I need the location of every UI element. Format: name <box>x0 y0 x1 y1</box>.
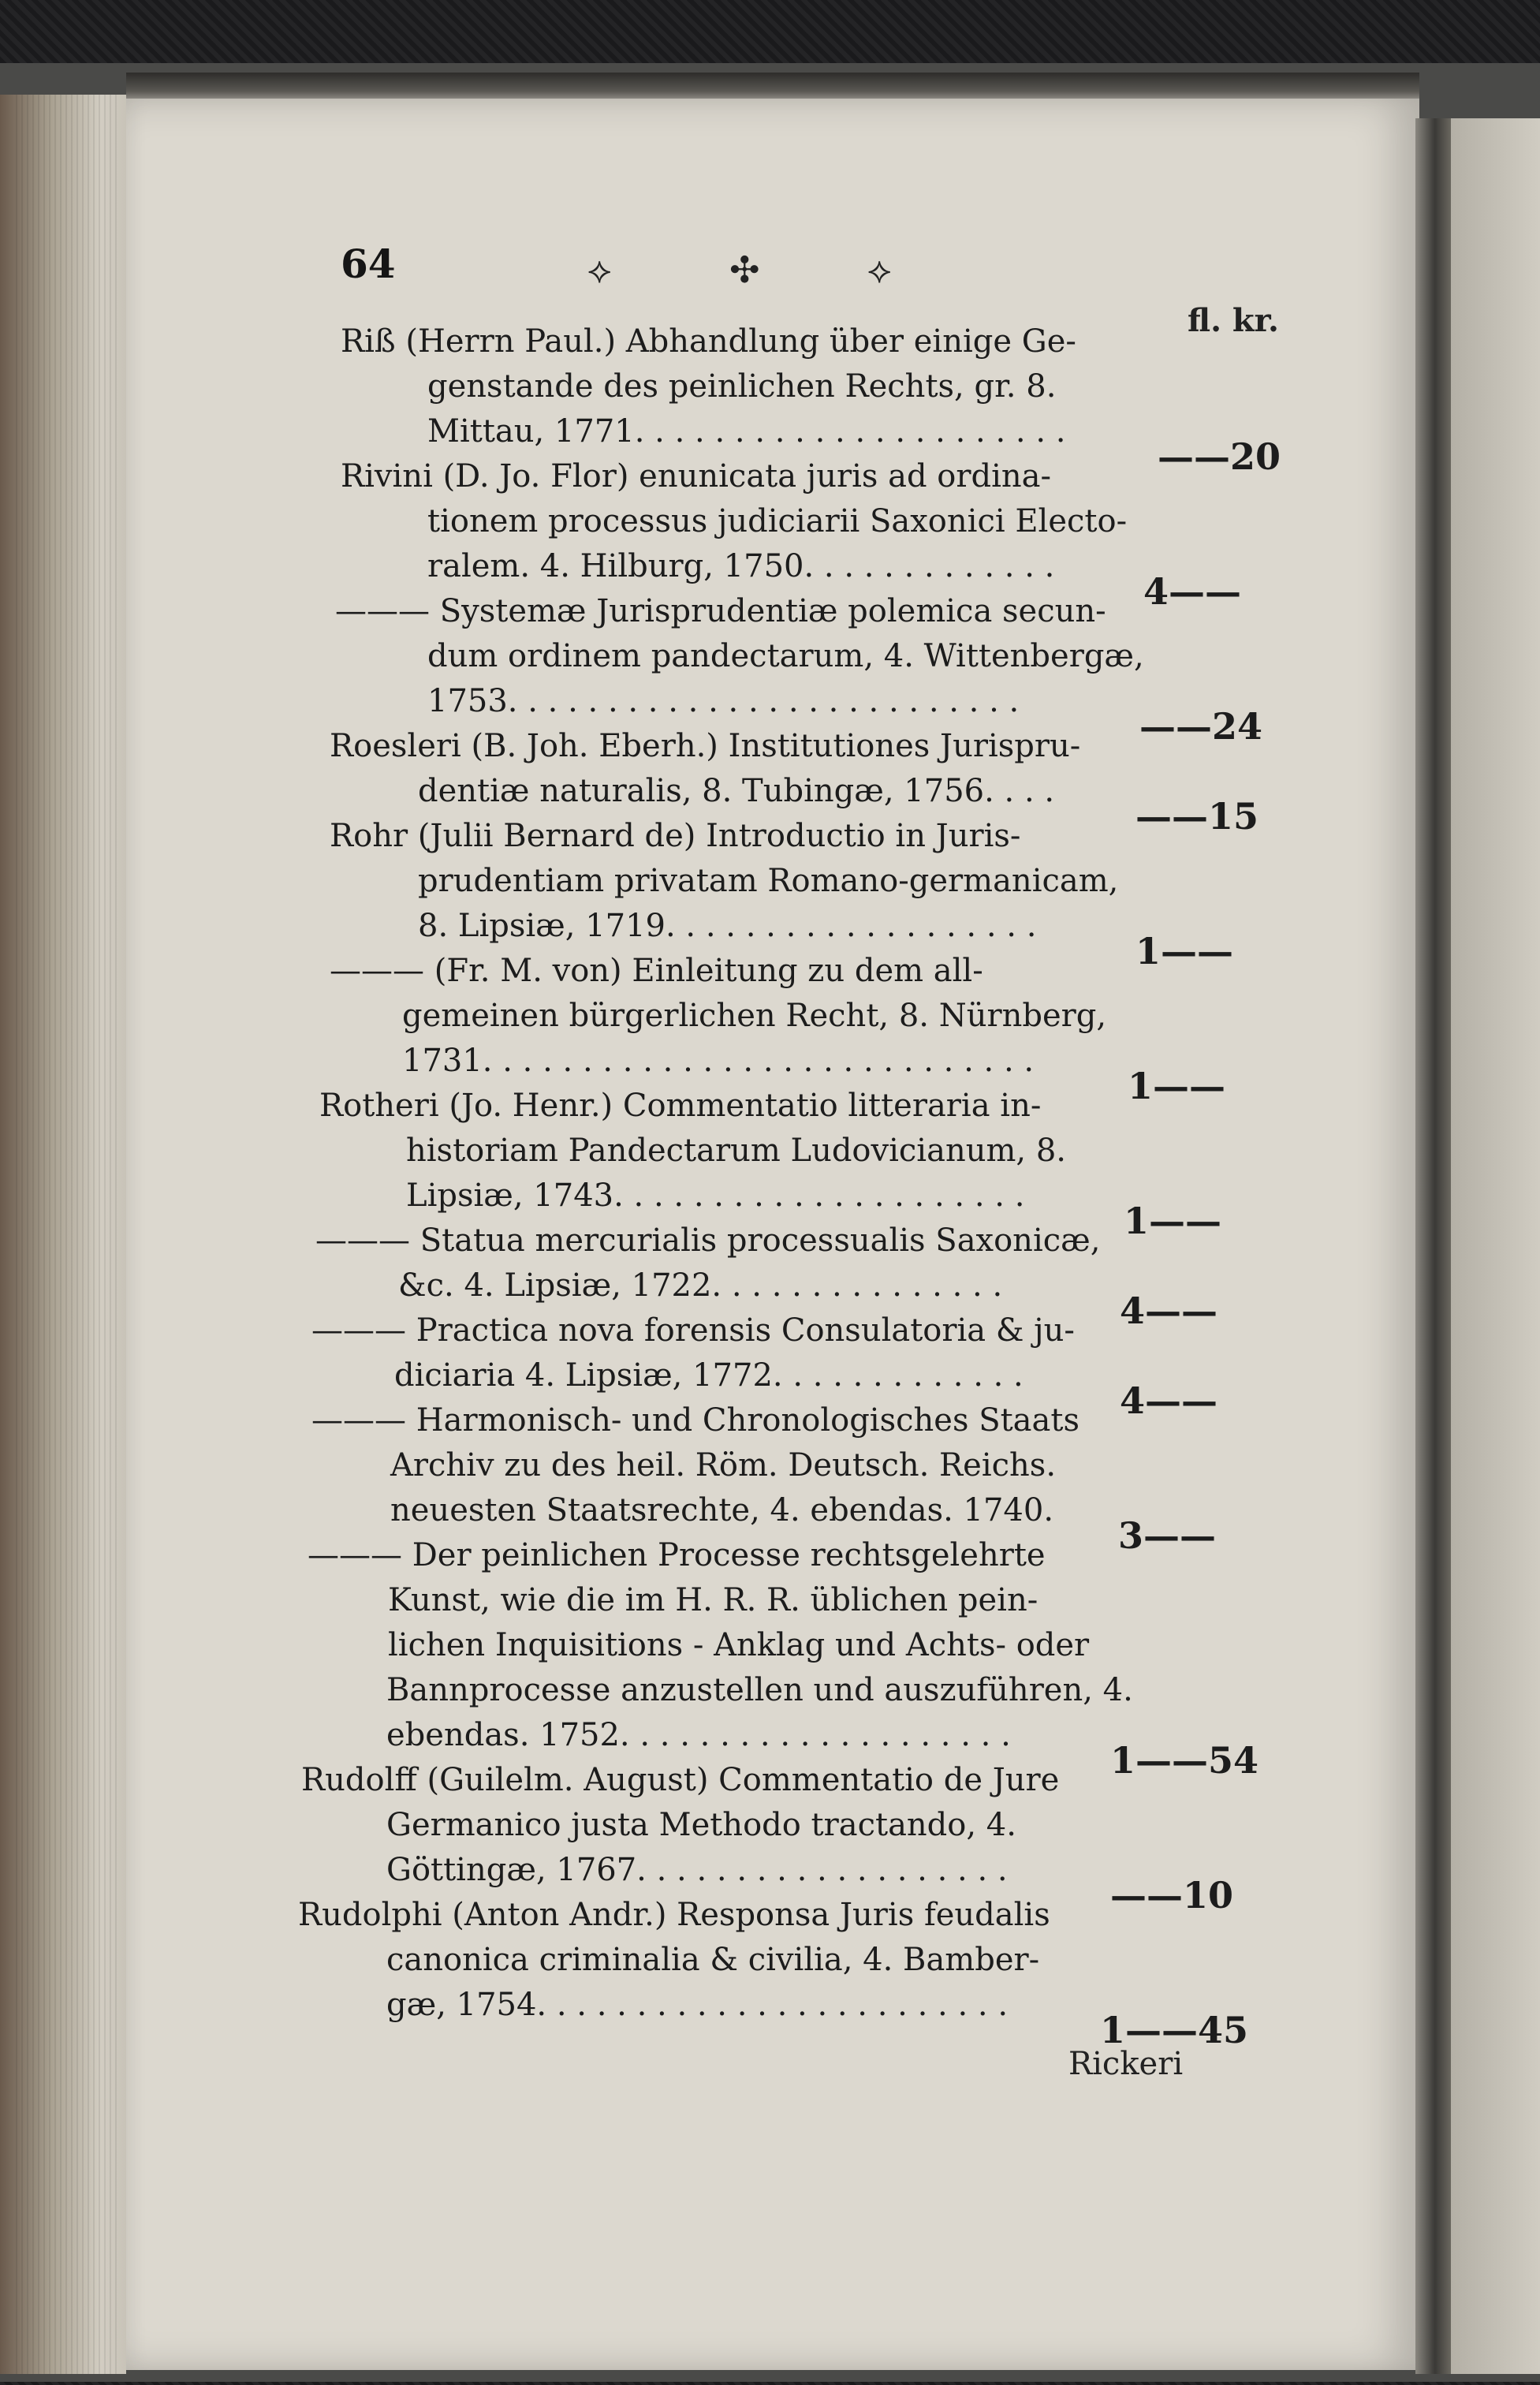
facing-page <box>1451 118 1540 2374</box>
catalog-line: Rotheri (Jo. Henr.) Commentatio litteraria in- <box>319 1088 1042 1124</box>
price-entry: ——24 <box>1139 705 1263 748</box>
catalog-line: Riß (Herrn Paul.) Abhandlung über einige Ge- <box>341 323 1076 360</box>
price-entry: ——15 <box>1135 795 1259 838</box>
catalog-line: gæ, 1754. . . . . . . . . . . . . . . . . . . . . . . . <box>386 1987 1009 2023</box>
catalog-line: prudentiam privatam Romano-germanicam, <box>418 863 1119 899</box>
catalog-line: Mittau, 1771. . . . . . . . . . . . . . . . . . . . . . <box>427 413 1066 450</box>
page-number: 64 <box>341 241 396 287</box>
catalog-line: dum ordinem pandectarum, 4. Wittenbergæ, <box>427 638 1144 674</box>
catalog-line: Germanico justa Methodo tractando, 4. <box>386 1807 1016 1843</box>
catalog-line: 1731. . . . . . . . . . . . . . . . . . . . . . . . . . . . <box>402 1043 1035 1079</box>
catalog-line: ——— (Fr. M. von) Einleitung zu dem all- <box>330 953 983 989</box>
price-entry: 4—— <box>1143 570 1242 613</box>
page-stack-lines <box>16 95 118 2374</box>
catalog-line: Rudolff (Guilelm. August) Commentatio de Jure <box>301 1762 1060 1798</box>
catalog-line: Göttingæ, 1767. . . . . . . . . . . . . . . . . . . <box>386 1852 1008 1888</box>
price-entry: 4—— <box>1120 1290 1218 1332</box>
catalog-line: ralem. 4. Hilburg, 1750. . . . . . . . . . . . . <box>427 548 1055 584</box>
catalog-line: tionem processus judiciarii Saxonici Electo- <box>427 503 1128 539</box>
price-entry: ——20 <box>1158 435 1281 478</box>
catalog-line: neuesten Staatsrechte, 4. ebendas. 1740. <box>390 1492 1054 1528</box>
catalog-line: Bannprocesse anzustellen und auszuführen, 4. <box>386 1672 1133 1708</box>
catalog-line: ——— Systemæ Jurisprudentiæ polemica secun- <box>335 593 1106 629</box>
catalog-line: 1753. . . . . . . . . . . . . . . . . . . . . . . . . . <box>427 683 1020 719</box>
page-header <box>0 241 1540 339</box>
price-entry: 4—— <box>1120 1379 1218 1422</box>
catalog-line: lichen Inquisitions - Anklag und Achts- oder <box>388 1627 1090 1663</box>
catchword: Rickeri <box>1068 2046 1184 2082</box>
catalog-line: Archiv zu des heil. Röm. Deutsch. Reichs. <box>390 1447 1057 1484</box>
price-entry: 1——54 <box>1110 1739 1259 1782</box>
catalog-line: Rohr (Julii Bernard de) Introductio in Juris- <box>330 818 1021 854</box>
catalog-line: 8. Lipsiæ, 1719. . . . . . . . . . . . . . . . . . . <box>418 908 1037 944</box>
catalog-line: &c. 4. Lipsiæ, 1722. . . . . . . . . . . . . . . <box>398 1267 1003 1304</box>
book-gutter <box>1415 118 1451 2374</box>
catalog-line: ——— Practica nova forensis Consulatoria & ju- <box>311 1312 1075 1349</box>
catalog-line: historiam Pandectarum Ludovicianum, 8. <box>406 1133 1066 1169</box>
catalog-line: Roesleri (B. Joh. Eberh.) Institutiones Jurispru- <box>330 728 1081 764</box>
catalog-line: diciaria 4. Lipsiæ, 1772. . . . . . . . . . . . . <box>394 1357 1024 1394</box>
page-top-edge <box>126 73 1419 99</box>
price-entry: 3—— <box>1118 1514 1217 1557</box>
catalog-line: Lipsiæ, 1743. . . . . . . . . . . . . . . . . . . . . <box>406 1178 1025 1214</box>
catalog-line: dentiæ naturalis, 8. Tubingæ, 1756. . . . <box>418 773 1055 809</box>
price-entry: 1—— <box>1124 1200 1222 1242</box>
catalog-line: ——— Der peinlichen Processe rechtsgelehrte <box>308 1537 1046 1573</box>
price-entry: ——10 <box>1110 1874 1234 1917</box>
price-entry: 1——45 <box>1100 2009 1249 2051</box>
catalog-line: ——— Harmonisch- und Chronologisches Staats <box>311 1402 1079 1439</box>
catalog-line: Kunst, wie die im H. R. R. üblichen pein- <box>388 1582 1038 1618</box>
catalog-line: Rivini (D. Jo. Flor) enunicata juris ad ordina- <box>341 458 1052 495</box>
catalog-line: genstande des peinlichen Rechts, gr. 8. <box>427 368 1057 405</box>
catalog-line: ebendas. 1752. . . . . . . . . . . . . . . . . . . . <box>386 1717 1011 1753</box>
price-entry: 1—— <box>1128 1065 1226 1107</box>
price-entry: 1—— <box>1135 930 1234 972</box>
ornament-icon: ⟡ <box>867 248 892 291</box>
catalog-line: gemeinen bürgerlichen Recht, 8. Nürnberg, <box>402 998 1107 1034</box>
ornament-icon: ⟡ <box>587 248 612 291</box>
currency-header: fl. kr. <box>1188 302 1279 339</box>
catalog-line: Rudolphi (Anton Andr.) Responsa Juris feudalis <box>298 1897 1050 1933</box>
ornament-icon: ✣ <box>729 248 760 291</box>
catalog-line: canonica criminalia & civilia, 4. Bamber- <box>386 1942 1040 1978</box>
catalog-line: ——— Statua mercurialis processualis Saxonicæ, <box>315 1222 1101 1259</box>
